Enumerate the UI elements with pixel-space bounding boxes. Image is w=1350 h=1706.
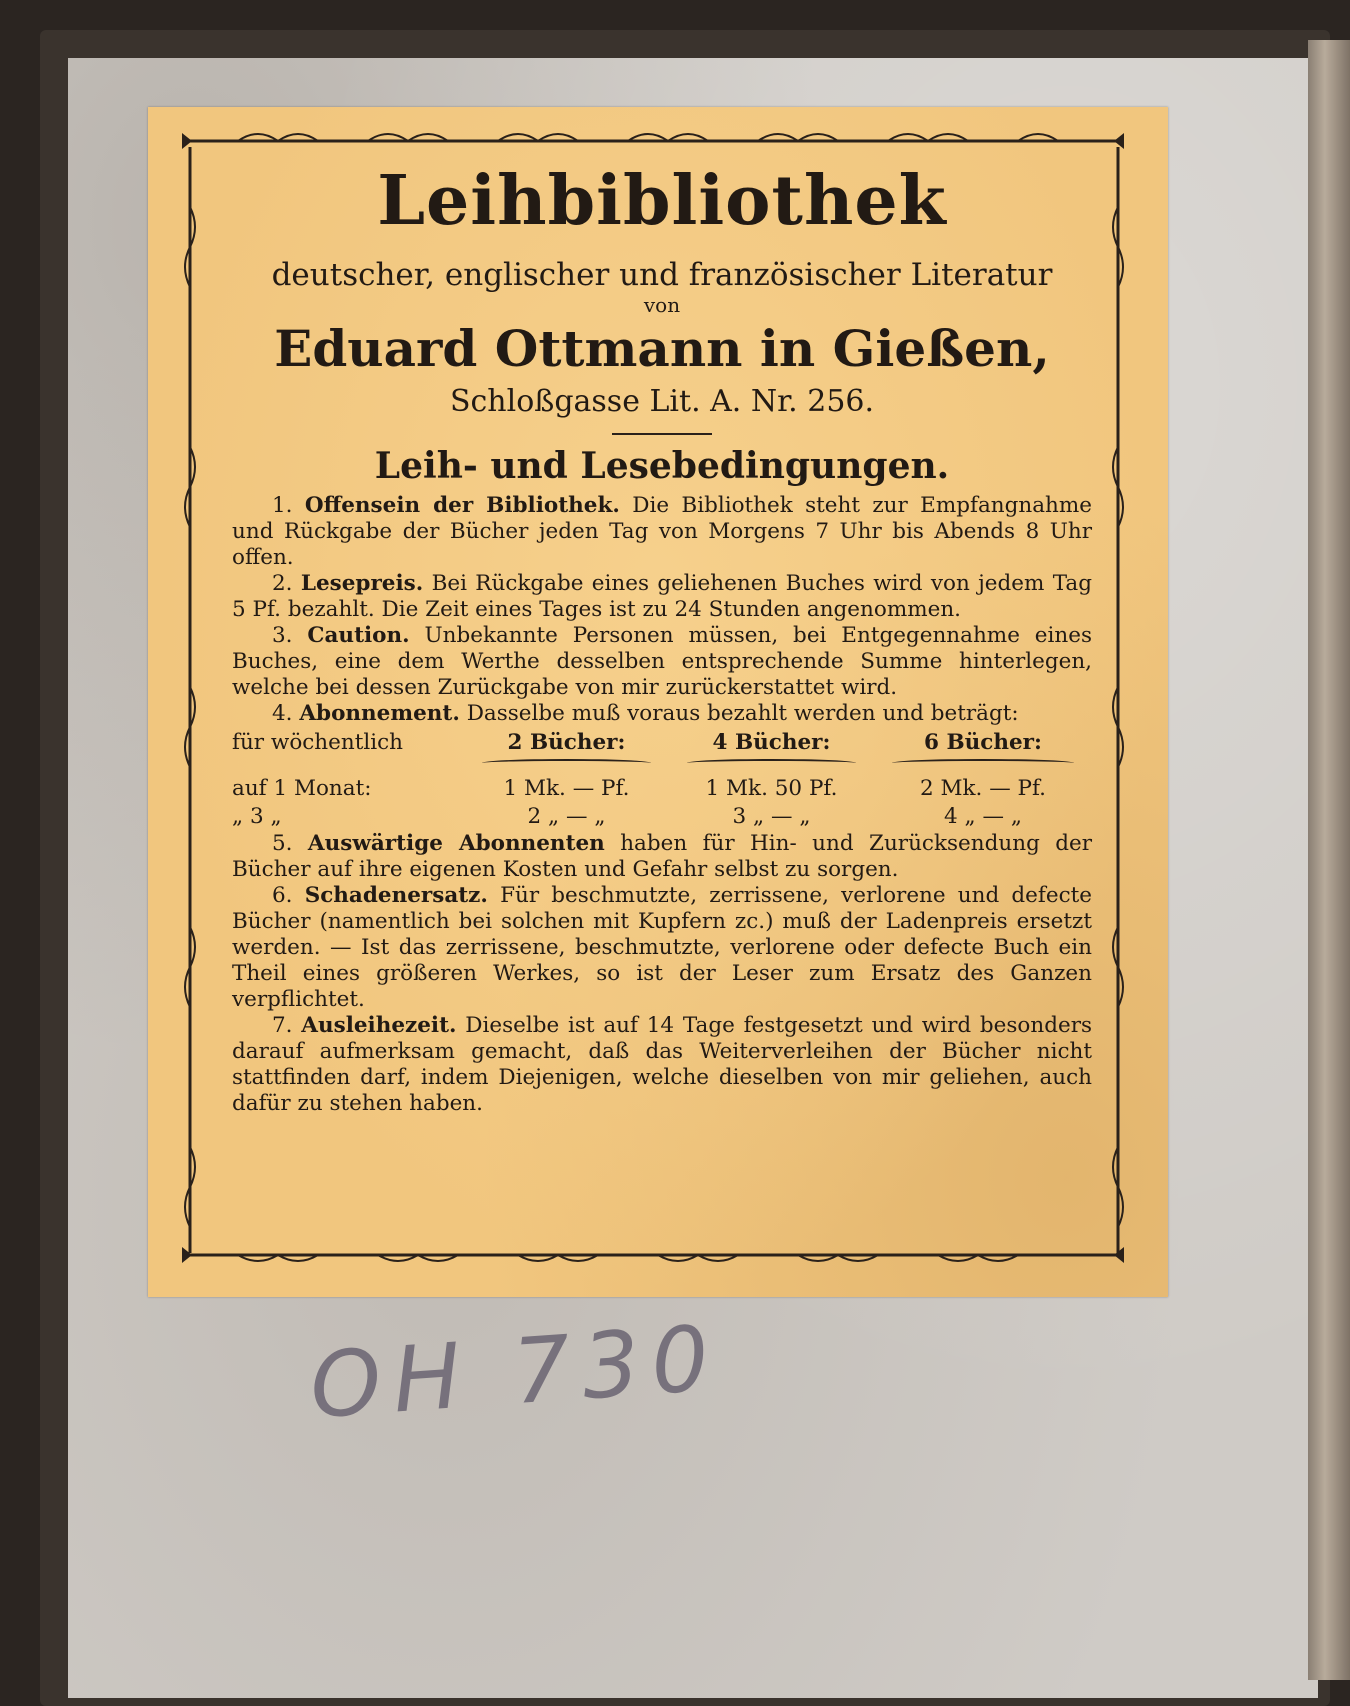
table-cell: „ 3 „ xyxy=(232,804,282,829)
label-content xyxy=(232,157,1092,1117)
table-header: 6 Bücher: xyxy=(874,729,1092,775)
label-title: Leihbibliothek xyxy=(377,161,947,241)
table-cell: 2 Mk. — Pf. xyxy=(919,776,1047,801)
table-cell: 4 „ — „ xyxy=(944,804,1022,829)
table-cell: 2 „ — „ xyxy=(527,804,606,829)
label-address: Schloßgasse Lit. A. Nr. 256. xyxy=(449,384,875,419)
label-subtitle: deutscher, englischer und französischer Literatur xyxy=(271,257,1053,293)
rule-3: 3. Caution. Unbekannte Personen müssen, bei Entgegennahme eines Buches, eine dem Werthe desselben entsprechende Summe hinterlegen, welche bei dessen Zurückgabe von mir zurückerstattet wird. xyxy=(232,623,1092,700)
divider xyxy=(612,433,712,435)
table-cell: 1 Mk. 50 Pf. xyxy=(705,776,838,801)
right-ornament-border xyxy=(1106,147,1130,1253)
rule-4: 4. Abonnement. Dasselbe muß voraus bezahlt werden und beträgt: xyxy=(272,701,1019,726)
table-cell: 3 „ — „ xyxy=(732,804,811,829)
table-header: 4 Bücher: xyxy=(669,729,874,775)
rule-5: 5. Auswärtige Abonnenten haben für Hin- und Zurücksendung der Bücher auf ihre eigenen Kosten und Gefahr selbst zu sorgen. xyxy=(232,831,1092,882)
left-ornament-border xyxy=(178,147,202,1253)
table-header: 2 Bücher: xyxy=(464,729,669,775)
handwritten-shelfmark: OH 730 xyxy=(306,1305,725,1440)
label-von: von xyxy=(643,293,681,317)
rule-1: 1. Offensein der Bibliothek. Die Bibliothek steht zur Empfangnahme und Rückgabe der Bücher jeden Tag von Morgens 7 Uhr bis Abends 8 Uhr offen. xyxy=(232,493,1093,570)
table-cell: auf 1 Monat: xyxy=(232,776,372,801)
bottom-ornament-border xyxy=(178,1241,1128,1271)
table-cell: 1 Mk. — Pf. xyxy=(503,776,630,801)
subscription-table xyxy=(232,729,1092,831)
label-owner: Eduard Ottmann in Gießen, xyxy=(274,319,1050,378)
top-ornament-border xyxy=(178,119,1128,149)
library-label xyxy=(148,107,1168,1297)
rule-6: 6. Schadenersatz. Für beschmutzte, zerrissene, verlorene und defecte Bücher (namentlich bei solchen mit Kupfern zc.) muß der Ladenpreis ersetzt werden. — Ist das zerrissene, beschmutzte, verlorene oder defecte Buch ein Theil eines größeren Werkes, so ist der Leser zum Ersatz des Ganzen verpflichtet. xyxy=(232,883,1092,1012)
conditions-heading: Leih- und Lesebedingungen. xyxy=(374,445,950,487)
table-header: für wöchentlich xyxy=(232,730,404,755)
rule-7: 7. Ausleihezeit. Dieselbe ist auf 14 Tage festgesetzt und wird besonders darauf aufmerksam gemacht, daß das Weiterverleihen der Bücher nicht stattfinden darf, indem Diejenigen, welche dieselben von mir geliehen, auch dafür zu stehen haben. xyxy=(232,1013,1092,1116)
page-edges xyxy=(1308,40,1350,1680)
rule-2: 2. Lesepreis. Bei Rückgabe eines geliehenen Buches wird von jedem Tag 5 Pf. bezahlt. Die Zeit eines Tages ist zu 24 Stunden angenommen. xyxy=(232,571,1092,622)
